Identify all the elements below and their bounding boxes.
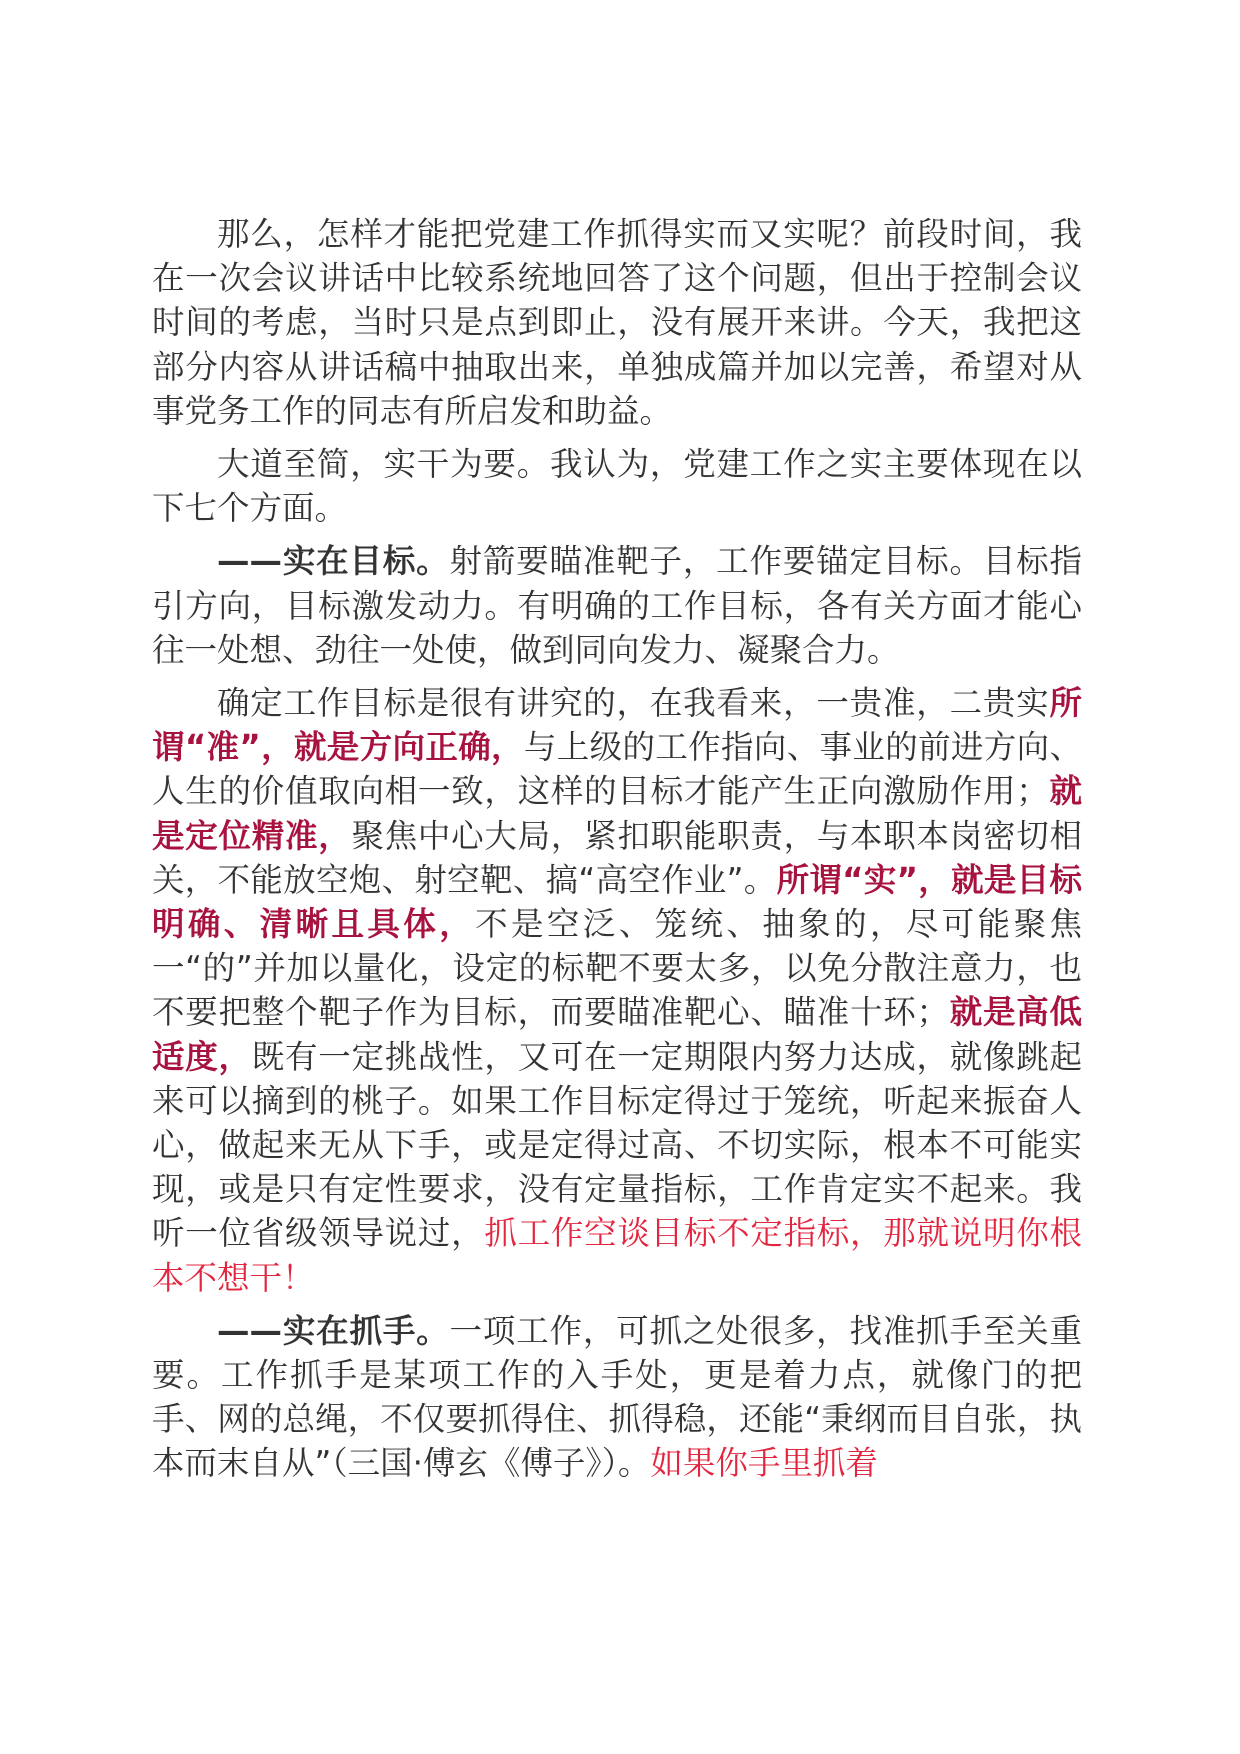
paragraph-intro [152,212,1082,433]
paragraph-text: 聚焦中心大局，紧扣职能职责，与本职本岗密切相关，不能放空炮、射空靶、搞“高空作业”。 [152,816,1082,899]
emphasis-shi-definition: 所谓“实”，就是目标明确、清晰且具体， [152,860,1082,944]
highlight-quote: 抓工作空谈目标不定指标，那就说明你根本不想干！ [152,1214,1082,1297]
paragraph-text: 与上级的工作指向、事业的前进方向、人生的价值取向相一致，这样的目标才能产生正向激励作用； [152,728,1082,811]
emphasis-moderate-height: 就是高低适度， [152,993,1082,1076]
paragraph-text: 射箭要瞄准靶子，工作要锚定目标。目标指引方向，目标激发动力。有明确的工作目标，各有关方面才能心往一处想、劲往一处使，做到同向发力、凝聚合力。 [152,542,1082,669]
paragraph-text: 大道至简，实干为要。我认为，党建工作之实主要体现在以下七个方面。 [152,445,1082,528]
emphasis-precise-position: 就是定位精准， [152,772,1082,855]
emphasis-zhun-definition: 所谓“准”，就是方向正确， [152,684,1082,767]
paragraph-goal-detail [152,681,1082,1300]
paragraph-text: 一项工作，可抓之处很多，找准抓手至关重要。工作抓手是某项工作的入手处，更是着力点，就像门的把手、网的总绳，不仅要抓得住、抓得稳，还能“秉纲而目自张，执本而末自从”（三国·傅玄《傅子》）。 [152,1311,1082,1483]
article-body [152,212,1082,1495]
highlight-continued: 如果你手里抓着 [650,1444,878,1483]
paragraph-text: 不是空泛、笼统、抽象的，尽可能聚焦一“的”并加以量化，设定的标靶不要太多，以免分散注意力，也不要把整个靶子作为目标，而要瞄准靶心、瞄准十环； [152,905,1082,1032]
paragraph-text: 那么，怎样才能把党建工作抓得实而又实呢？前段时间，我在一次会议讲话中比较系统地回答了这个问题，但出于控制会议时间的考虑，当时只是点到即止，没有展开来讲。今天，我把这部分内容从讲话稿中抽取出来，单独成篇并加以完善，希望对从事党务工作的同志有所启发和助益。 [152,215,1082,430]
paragraph-grip-heading [152,1309,1082,1486]
paragraph-text: 既有一定挑战性，又可在一定期限内努力达成，就像跳起来可以摘到的桃子。如果工作目标定得过于笼统，听起来振奋人心，做起来无从下手，或是定得过高、不切实际，根本不可能实现，或是只有定性要求，没有定量指标，工作肯定实不起来。我听一位省级领导说过， [152,1037,1082,1253]
paragraph-overview [152,442,1082,530]
section-lead-grip: ——实在抓手。 [217,1311,450,1350]
paragraph-text: 确定工作目标是很有讲究的，在我看来，一贵准，二贵实 [217,684,1050,723]
paragraph-goal-heading [152,539,1082,672]
section-lead-goal: ——实在目标。 [217,542,450,581]
